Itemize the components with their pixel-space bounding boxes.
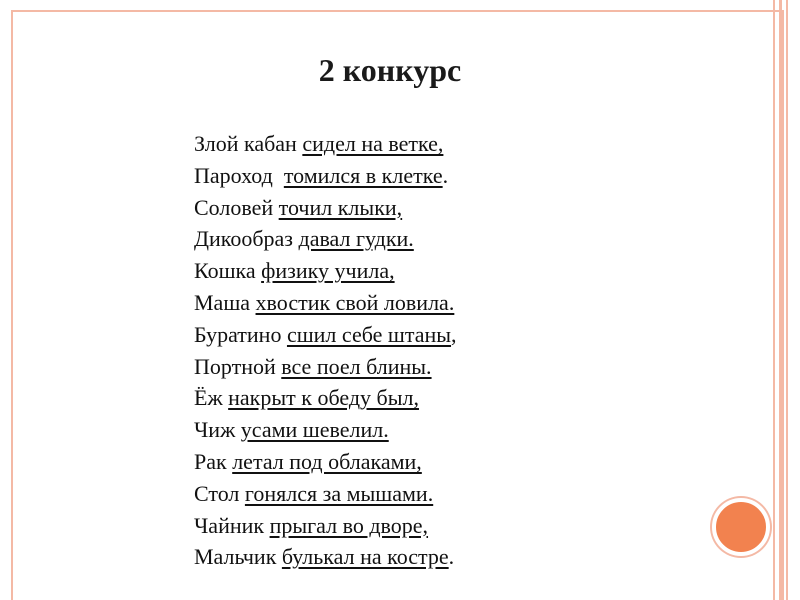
line-subject: Маша <box>194 289 256 315</box>
poem-line <box>194 382 457 414</box>
line-predicate: физику учила, <box>261 258 395 284</box>
poem-line <box>194 160 457 192</box>
line-subject: Мальчик <box>194 544 282 570</box>
slide-title: 2 конкурс <box>318 52 462 88</box>
poem-line <box>194 319 457 351</box>
line-subject: Чиж <box>194 417 241 443</box>
line-tail: , <box>451 321 457 347</box>
line-predicate: сшил себе штаны <box>286 321 452 347</box>
line-predicate: гонялся за мышами. <box>244 480 434 506</box>
line-predicate: томился в клетке <box>283 162 443 188</box>
poem-line <box>194 192 457 224</box>
line-subject: Ёж <box>194 385 229 411</box>
line-predicate: все поел блины. <box>281 353 432 379</box>
poem-text <box>194 128 457 573</box>
decorative-vertical-bars <box>770 0 800 600</box>
line-predicate: летал под облаками, <box>232 448 422 474</box>
line-predicate: точил клыки, <box>278 194 403 220</box>
line-predicate: сидел на ветке, <box>302 131 444 156</box>
line-predicate: накрыт к обеду был, <box>228 385 419 411</box>
poem-line <box>194 255 457 287</box>
line-tail: . <box>442 162 449 188</box>
line-subject: Пароход <box>194 162 284 188</box>
decorative-circle-icon <box>712 498 770 556</box>
line-subject: Соловей <box>194 194 279 220</box>
poem-line <box>194 510 457 542</box>
vertical-bar <box>773 0 775 600</box>
vertical-bar <box>779 0 782 600</box>
poem-line <box>194 128 457 160</box>
line-predicate: усами шевелил. <box>240 417 389 443</box>
line-tail: . <box>448 544 455 570</box>
poem-line <box>194 478 457 510</box>
poem-line <box>194 351 457 383</box>
line-subject: Рак <box>194 448 233 474</box>
vertical-bar <box>786 0 788 600</box>
line-predicate: прыгал во дворе, <box>269 512 429 538</box>
line-subject: Кошка <box>194 258 262 284</box>
poem-line <box>194 414 457 446</box>
line-subject: Чайник <box>194 512 270 538</box>
line-predicate: хвостик свой ловила. <box>255 289 455 315</box>
line-predicate: давал гудки. <box>298 226 414 252</box>
line-predicate: булькал на костре <box>281 544 449 570</box>
poem-line <box>194 287 457 319</box>
line-subject: Портной <box>194 353 282 379</box>
line-subject: Дикообраз <box>194 226 299 252</box>
poem-line <box>194 446 457 478</box>
line-subject: Буратино <box>194 321 287 347</box>
line-subject: Злой кабан <box>194 131 303 156</box>
poem-line <box>194 541 457 573</box>
poem-line <box>194 223 457 255</box>
line-subject: Стол <box>194 480 245 506</box>
